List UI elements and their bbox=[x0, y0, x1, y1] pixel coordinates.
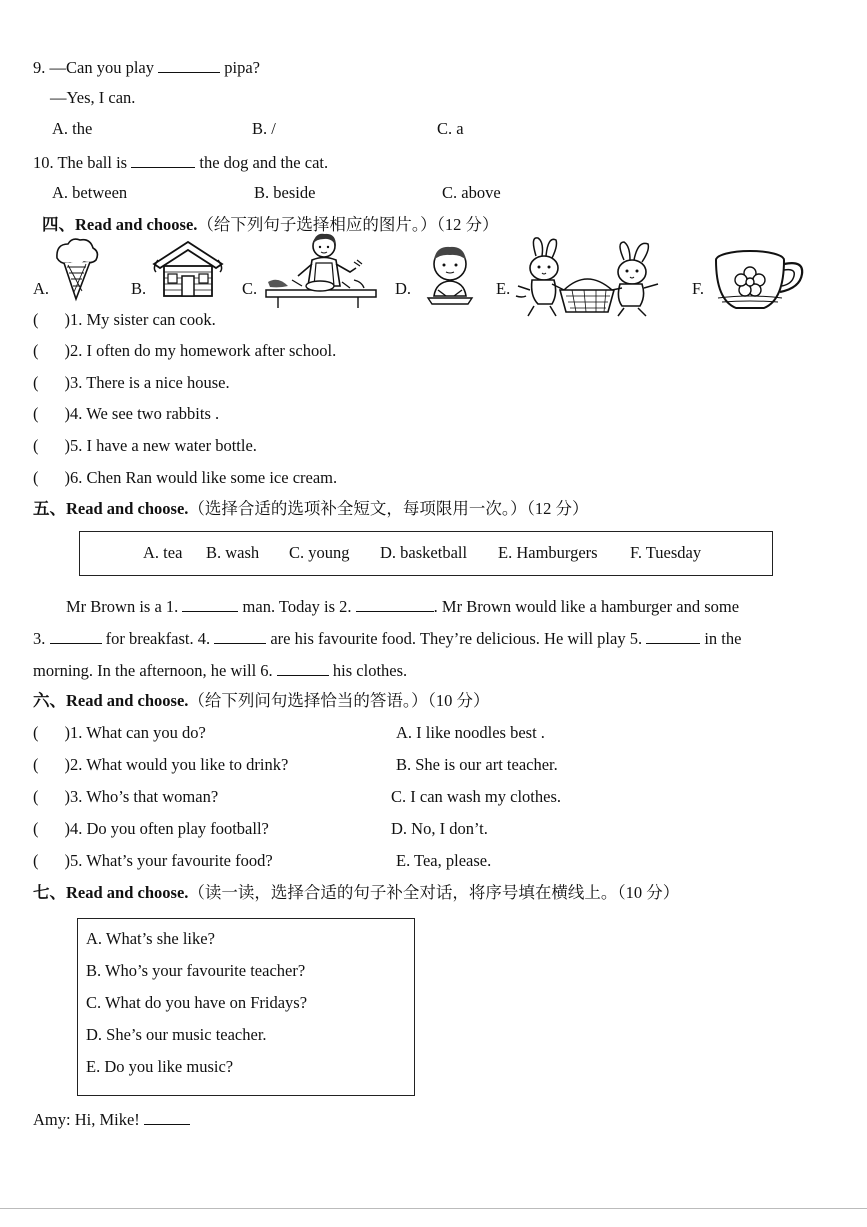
s4-item-3: ( )3. There is a nice house. bbox=[33, 373, 230, 392]
answer-blank[interactable] bbox=[277, 661, 329, 676]
sentence-option-d: D. She’s our music teacher. bbox=[86, 1025, 267, 1044]
q10-stem: 10. The ball is the dog and the cat. bbox=[33, 153, 329, 172]
word-option-d: D. basketball bbox=[380, 543, 468, 562]
answer-blank[interactable] bbox=[131, 153, 195, 168]
q10-option-a: A. between bbox=[52, 183, 128, 202]
house-icon bbox=[150, 238, 226, 298]
q9-option-c: C. a bbox=[437, 119, 464, 138]
rabbits-icon bbox=[512, 234, 664, 318]
answer-blank[interactable] bbox=[214, 629, 266, 644]
s4-item-4: ( )4. We see two rabbits . bbox=[33, 404, 220, 423]
sentence-option-b: B. Who’s your favourite teacher? bbox=[86, 961, 306, 980]
answer-blank[interactable] bbox=[50, 629, 102, 644]
word-option-f: F. Tuesday bbox=[630, 543, 702, 562]
sentence-option-a: A. What’s she like? bbox=[86, 929, 215, 948]
q10-option-c: C. above bbox=[442, 183, 501, 202]
s6-answer-e: E. Tea, please. bbox=[396, 851, 492, 870]
sentence-option-c: C. What do you have on Fridays? bbox=[86, 993, 308, 1012]
s6-question-4: ( )4. Do you often play football? bbox=[33, 819, 269, 838]
pic-label-b: B. bbox=[131, 279, 147, 298]
s6-question-1: ( )1. What can you do? bbox=[33, 723, 206, 742]
section5-title: 五、Read and choose.（选择合适的选项补全短文，每项限用一次。）（12 分） bbox=[33, 499, 589, 518]
s4-item-5: ( )5. I have a new water bottle. bbox=[33, 436, 257, 455]
answer-blank[interactable] bbox=[144, 1110, 190, 1125]
cup-icon bbox=[712, 248, 808, 314]
pic-label-f: F. bbox=[692, 279, 704, 298]
s6-question-5: ( )5. What’s your favourite food? bbox=[33, 851, 273, 870]
dialog-line-1: Amy: Hi, Mike! bbox=[33, 1110, 190, 1129]
q10-option-b: B. beside bbox=[254, 183, 316, 202]
s6-question-3: ( )3. Who’s that woman? bbox=[33, 787, 219, 806]
cooking-girl-icon bbox=[258, 230, 378, 310]
section4-title: 四、Read and choose.（给下列句子选择相应的图片。）（12 分） bbox=[42, 215, 499, 234]
sentence-option-e: E. Do you like music? bbox=[86, 1057, 234, 1076]
ice-cream-icon bbox=[52, 236, 102, 302]
passage-line-3: morning. In the afternoon, he will 6. his clothes. bbox=[33, 661, 408, 680]
s4-item-2: ( )2. I often do my homework after school. bbox=[33, 341, 337, 360]
s6-answer-d: D. No, I don’t. bbox=[391, 819, 488, 838]
page-bottom-divider bbox=[0, 1208, 867, 1209]
word-option-b: B. wash bbox=[206, 543, 260, 562]
word-option-a: A. tea bbox=[143, 543, 183, 562]
s4-item-6: ( )6. Chen Ran would like some ice cream. bbox=[33, 468, 338, 487]
s6-answer-a: A. I like noodles best . bbox=[396, 723, 545, 742]
pic-label-e: E. bbox=[496, 279, 511, 298]
section7-title: 七、Read and choose.（读一读，选择合适的句子补全对话，将序号填在横线上。（10 分） bbox=[33, 883, 680, 902]
homework-boy-icon bbox=[424, 244, 476, 306]
q9-stem: 9. —Can you play pipa? bbox=[33, 58, 260, 77]
q9-option-b: B. / bbox=[252, 119, 276, 138]
s6-answer-c: C. I can wash my clothes. bbox=[391, 787, 562, 806]
section6-title: 六、Read and choose.（给下列问句选择恰当的答语。）（10 分） bbox=[33, 691, 490, 710]
word-option-e: E. Hamburgers bbox=[498, 543, 598, 562]
pic-label-c: C. bbox=[242, 279, 258, 298]
q9-option-a: A. the bbox=[52, 119, 93, 138]
s6-answer-b: B. She is our art teacher. bbox=[396, 755, 558, 774]
answer-blank[interactable] bbox=[182, 597, 238, 612]
s4-item-1: ( )1. My sister can cook. bbox=[33, 310, 216, 329]
q9-answer: —Yes, I can. bbox=[50, 88, 136, 107]
passage-line-2: 3. for breakfast. 4. are his favourite food. They’re delicious. He will play 5. in the bbox=[33, 629, 742, 648]
passage-line-1: Mr Brown is a 1. man. Today is 2. . Mr Brown would like a hamburger and some bbox=[66, 597, 740, 616]
s6-question-2: ( )2. What would you like to drink? bbox=[33, 755, 289, 774]
word-option-c: C. young bbox=[289, 543, 350, 562]
answer-blank[interactable] bbox=[158, 58, 220, 73]
pic-label-a: A. bbox=[33, 279, 50, 298]
answer-blank[interactable] bbox=[356, 597, 434, 612]
answer-blank[interactable] bbox=[646, 629, 700, 644]
pic-label-d: D. bbox=[395, 279, 412, 298]
